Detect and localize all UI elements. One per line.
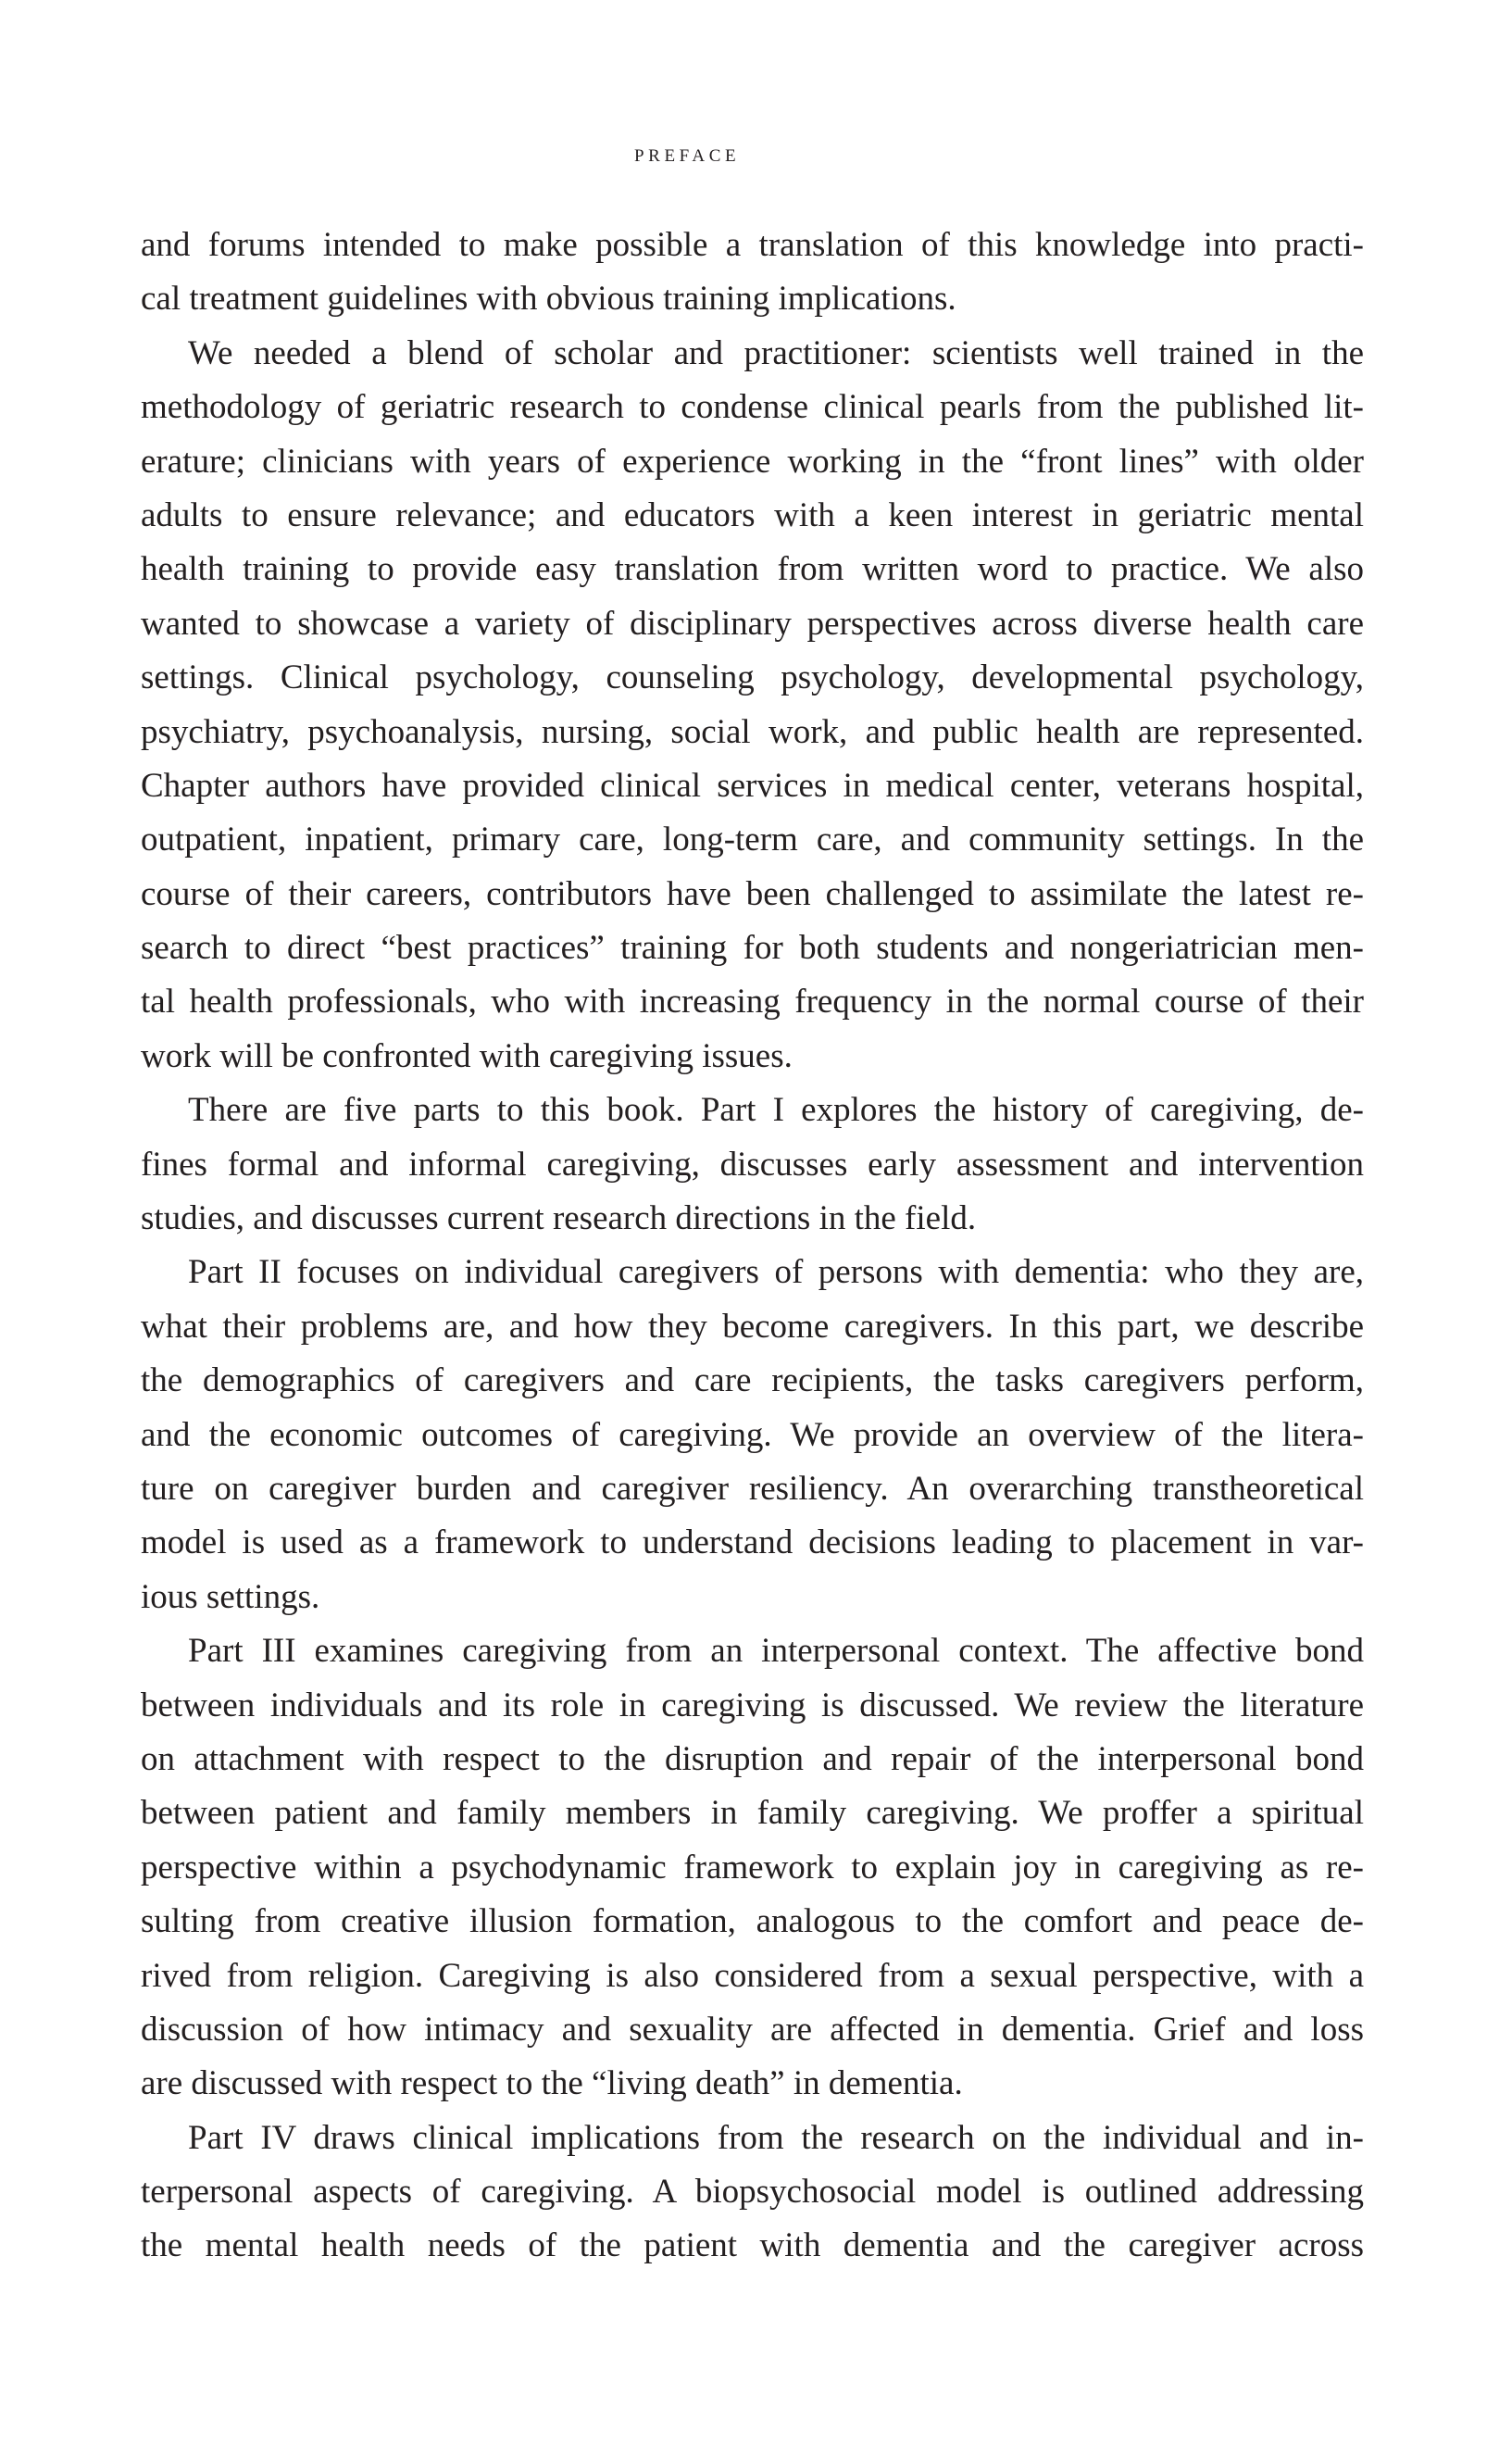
text-line: terpersonal aspects of caregiving. A biopsychosocial model is outlined addressing bbox=[141, 2173, 1364, 2212]
text-line: sulting from creative illusion formation, analogous to the comfort and peace de- bbox=[141, 1902, 1364, 1941]
text-line: Part II focuses on individual caregivers of persons with dementia: who they are, bbox=[188, 1253, 1364, 1292]
text-line: on attachment with respect to the disruption and repair of the interpersonal bond bbox=[141, 1739, 1364, 1778]
text-line: We needed a blend of scholar and practitioner: scientists well trained in the bbox=[188, 333, 1364, 372]
text-line: fines formal and informal caregiving, discusses early assessment and intervention bbox=[141, 1145, 1364, 1184]
body-text bbox=[141, 219, 1364, 2274]
text-line: Chapter authors have provided clinical services in medical center, veterans hospital, bbox=[141, 766, 1364, 805]
text-line: perspective within a psychodynamic framework to explain joy in caregiving as re- bbox=[141, 1848, 1364, 1887]
text-line: work will be confronted with caregiving issues. bbox=[141, 1036, 793, 1075]
text-line: methodology of geriatric research to condense clinical pearls from the published lit- bbox=[141, 388, 1364, 427]
text-line: outpatient, inpatient, primary care, long-term care, and community settings. In the bbox=[141, 821, 1364, 859]
text-line: settings. Clinical psychology, counseling psychology, developmental psychology, bbox=[141, 658, 1364, 697]
running-head-title: PREFACE bbox=[634, 146, 741, 166]
text-line: between individuals and its role in caregiving is discussed. We review the literature bbox=[141, 1686, 1364, 1724]
text-line: rived from religion. Caregiving is also considered from a sexual perspective, with a bbox=[141, 1956, 1364, 1995]
paragraph bbox=[141, 327, 1364, 1084]
text-line: wanted to showcase a variety of disciplinary perspectives across diverse health care bbox=[141, 604, 1364, 643]
text-line: adults to ensure relevance; and educators with a keen interest in geriatric mental bbox=[141, 495, 1364, 534]
text-line: tal health professionals, who with increasing frequency in the normal course of their bbox=[141, 983, 1364, 1022]
text-line: ture on caregiver burden and caregiver resiliency. An overarching transtheoretical bbox=[141, 1469, 1364, 1508]
text-line: between patient and family members in family caregiving. We proffer a spiritual bbox=[141, 1794, 1364, 1833]
text-line: Part IV draws clinical implications from the research on the individual and in- bbox=[188, 2118, 1364, 2157]
text-line: and the economic outcomes of caregiving. We provide an overview of the litera- bbox=[141, 1415, 1364, 1454]
paragraph bbox=[141, 1084, 1364, 1246]
paragraph bbox=[141, 2112, 1364, 2274]
text-line: health training to provide easy translation from written word to practice. We also bbox=[141, 550, 1364, 589]
text-line: There are five parts to this book. Part I explores the history of caregiving, de- bbox=[188, 1091, 1364, 1130]
text-line: what their problems are, and how they become caregivers. In this part, we describe bbox=[141, 1307, 1364, 1346]
paragraph bbox=[141, 219, 1364, 327]
text-line: ious settings. bbox=[141, 1577, 320, 1616]
text-line: erature; clinicians with years of experience working in the “front lines” with older bbox=[141, 442, 1364, 481]
paragraph bbox=[141, 1246, 1364, 1624]
text-line: discussion of how intimacy and sexuality are affected in dementia. Grief and loss bbox=[141, 2010, 1364, 2049]
text-line: the mental health needs of the patient with dementia and the caregiver across bbox=[141, 2226, 1364, 2265]
text-line: course of their careers, contributors have been challenged to assimilate the latest re- bbox=[141, 874, 1364, 913]
paragraph bbox=[141, 1624, 1364, 2112]
text-line: studies, and discusses current research directions in the field. bbox=[141, 1199, 977, 1238]
text-line: are discussed with respect to the “living death” in dementia. bbox=[141, 2064, 963, 2103]
text-line: psychiatry, psychoanalysis, nursing, social work, and public health are represented. bbox=[141, 712, 1364, 751]
text-line: search to direct “best practices” training for both students and nongeriatrician men- bbox=[141, 929, 1364, 968]
text-line: model is used as a framework to understand decisions leading to placement in var- bbox=[141, 1523, 1364, 1562]
text-line: and forums intended to make possible a translation of this knowledge into practi- bbox=[141, 226, 1364, 264]
text-line: Part III examines caregiving from an interpersonal context. The affective bond bbox=[188, 1632, 1364, 1671]
text-line: the demographics of caregivers and care recipients, the tasks caregivers perform, bbox=[141, 1361, 1364, 1400]
running-head bbox=[0, 0, 1512, 185]
text-line: cal treatment guidelines with obvious training implications. bbox=[141, 280, 956, 319]
